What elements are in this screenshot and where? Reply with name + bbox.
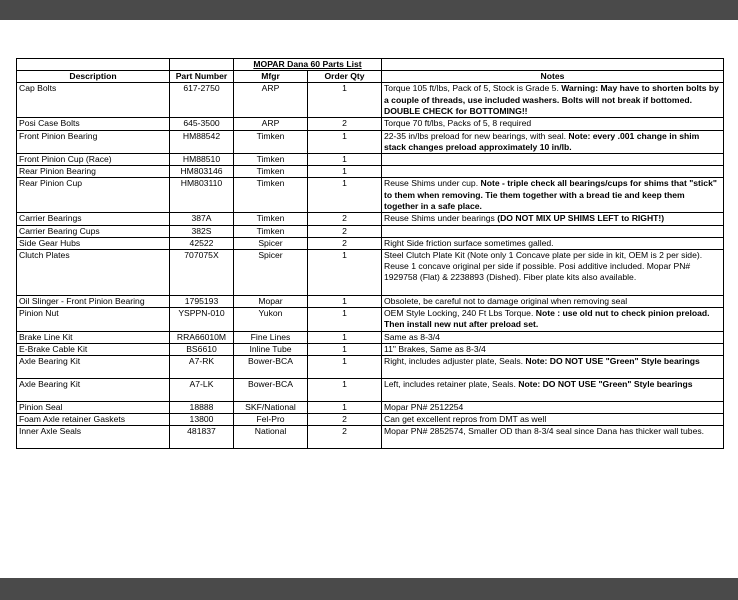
table-row: [17, 166, 724, 178]
title-row: [17, 59, 724, 71]
cell-description: Carrier Bearings: [17, 213, 170, 225]
cell-description: Pinion Nut: [17, 308, 170, 331]
table-row: [17, 213, 724, 225]
cell-notes: [382, 356, 724, 379]
table-row: [17, 225, 724, 237]
cell-order-qty: 1: [308, 331, 382, 343]
cell-notes: [382, 237, 724, 249]
cell-notes: [382, 154, 724, 166]
bottom-frame-bar: [0, 578, 738, 600]
table-row: [17, 118, 724, 130]
cell-description: Cap Bolts: [17, 83, 170, 118]
cell-mfgr: Timken: [234, 130, 308, 153]
cell-mfgr: Mopar: [234, 296, 308, 308]
note-bold-text: Note: DO NOT USE "Green" Style bearings: [518, 379, 693, 390]
note-bold-text: Note : use old nut to check pinion preload. Then install new nut after preload set.: [384, 308, 710, 330]
note-bold-text: Note: DO NOT USE "Green" Style bearings: [525, 356, 700, 367]
cell-order-qty: 1: [308, 356, 382, 379]
cell-description: Axle Bearing Kit: [17, 356, 170, 379]
cell-description: Rear Pinion Bearing: [17, 166, 170, 178]
cell-order-qty: 2: [308, 414, 382, 426]
cell-part-number: HM88542: [170, 130, 234, 153]
note-bold-text: Warning: May have to shorten bolts by a couple of threads, use included washers. Bolts will not break if bottomed. DOUBLE CHECK for BOTTOMING!!: [384, 83, 719, 116]
cell-order-qty: 1: [308, 296, 382, 308]
cell-order-qty: 1: [308, 379, 382, 402]
cell-notes: [382, 343, 724, 355]
cell-part-number: RRA66010M: [170, 331, 234, 343]
cell-description: Rear Pinion Cup: [17, 178, 170, 213]
note-text: Torque 105 ft/lbs, Pack of 5, Stock is Grade 5.: [384, 83, 562, 94]
cell-order-qty: 1: [308, 343, 382, 355]
note-text: Reuse Shims under bearings: [384, 213, 498, 224]
cell-part-number: HM803110: [170, 178, 234, 213]
cell-mfgr: Yukon: [234, 308, 308, 331]
cell-mfgr: Bower-BCA: [234, 356, 308, 379]
cell-notes: [382, 402, 724, 414]
cell-mfgr: Timken: [234, 225, 308, 237]
table-row: [17, 379, 724, 402]
cell-description: Posi Case Bolts: [17, 118, 170, 130]
cell-order-qty: 2: [308, 237, 382, 249]
cell-mfgr: Timken: [234, 213, 308, 225]
cell-mfgr: Spicer: [234, 250, 308, 296]
note-text: Right Side friction surface sometimes galled.: [384, 237, 554, 248]
note-bold-text: (DO NOT MIX UP SHIMS LEFT to RIGHT!): [497, 213, 665, 224]
note-text: OEM Style Locking, 240 Ft Lbs Torque.: [384, 308, 536, 319]
cell-mfgr: Timken: [234, 178, 308, 213]
cell-notes: [382, 130, 724, 153]
cell-mfgr: ARP: [234, 118, 308, 130]
note-text: Left, includes retainer plate, Seals.: [384, 379, 519, 390]
note-text: Right, includes adjuster plate, Seals.: [384, 356, 526, 367]
cell-description: Inner Axle Seals: [17, 426, 170, 449]
cell-notes: [382, 414, 724, 426]
cell-order-qty: 1: [308, 83, 382, 118]
cell-mfgr: National: [234, 426, 308, 449]
cell-part-number: YSPPN-010: [170, 308, 234, 331]
cell-part-number: HM88510: [170, 154, 234, 166]
cell-mfgr: Timken: [234, 166, 308, 178]
note-text: Steel Clutch Plate Kit (Note only 1 Concave plate per side in kit, OEM is 2 per side). Reuse 1 concave original per side if possible. Posi additive included. Mopar PN# 1929758 (Flat) & 2238893 (Dished). Fiber plate kits also available.: [384, 250, 703, 283]
cell-description: Brake Line Kit: [17, 331, 170, 343]
cell-notes: [382, 166, 724, 178]
cell-part-number: 707075X: [170, 250, 234, 296]
header-order-qty: Order Qty: [308, 71, 382, 83]
cell-part-number: 1795193: [170, 296, 234, 308]
cell-description: Carrier Bearing Cups: [17, 225, 170, 237]
cell-notes: [382, 118, 724, 130]
note-text: Mopar PN# 2512254: [384, 402, 464, 413]
cell-notes: [382, 426, 724, 449]
cell-part-number: HM803146: [170, 166, 234, 178]
cell-mfgr: Bower-BCA: [234, 379, 308, 402]
cell-notes: [382, 308, 724, 331]
cell-mfgr: SKF/National: [234, 402, 308, 414]
cell-description: Pinion Seal: [17, 402, 170, 414]
sheet-title: MOPAR Dana 60 Parts List: [234, 59, 382, 71]
header-mfgr: Mfgr: [234, 71, 308, 83]
cell-description: Axle Bearing Kit: [17, 379, 170, 402]
cell-mfgr: Spicer: [234, 237, 308, 249]
cell-notes: [382, 178, 724, 213]
table-row: [17, 237, 724, 249]
note-text: 22-35 in/lbs preload for new bearings, with seal.: [384, 130, 569, 141]
cell-notes: [382, 296, 724, 308]
cell-part-number: 617-2750: [170, 83, 234, 118]
cell-part-number: 481837: [170, 426, 234, 449]
cell-part-number: 645-3500: [170, 118, 234, 130]
cell-description: Front Pinion Bearing: [17, 130, 170, 153]
header-row: [17, 71, 724, 83]
cell-order-qty: 1: [308, 166, 382, 178]
table-row: [17, 250, 724, 296]
table-row: [17, 154, 724, 166]
cell-description: E-Brake Cable Kit: [17, 343, 170, 355]
cell-description: Side Gear Hubs: [17, 237, 170, 249]
table-row: [17, 331, 724, 343]
note-text: Obsolete, be careful not to damage original when removing seal: [384, 296, 628, 307]
cell-order-qty: 1: [308, 154, 382, 166]
note-text: Same as 8-3/4: [384, 331, 440, 342]
table-row: [17, 296, 724, 308]
cell-notes: [382, 83, 724, 118]
table-row: [17, 178, 724, 213]
cell-order-qty: 1: [308, 402, 382, 414]
cell-order-qty: 1: [308, 250, 382, 296]
table-row: [17, 343, 724, 355]
cell-part-number: 387A: [170, 213, 234, 225]
cell-description: Clutch Plates: [17, 250, 170, 296]
cell-part-number: BS6610: [170, 343, 234, 355]
cell-notes: [382, 225, 724, 237]
table-row: [17, 356, 724, 379]
note-text: Reuse Shims under cup.: [384, 178, 481, 189]
table-row: [17, 402, 724, 414]
note-bold-text: Note - triple check all bearings/cups for shims that "stick" to them when removing. Tie them together with a bread tie and keep them together in a safe place.: [384, 178, 717, 211]
cell-description: Oil Slinger - Front Pinion Bearing: [17, 296, 170, 308]
top-frame-bar: [0, 0, 738, 20]
header-notes: Notes: [382, 71, 724, 83]
cell-mfgr: ARP: [234, 83, 308, 118]
cell-part-number: A7-RK: [170, 356, 234, 379]
cell-description: Foam Axle retainer Gaskets: [17, 414, 170, 426]
cell-order-qty: 1: [308, 130, 382, 153]
cell-part-number: 18888: [170, 402, 234, 414]
cell-part-number: 382S: [170, 225, 234, 237]
parts-table: [16, 58, 724, 449]
note-text: 11" Brakes, Same as 8-3/4: [384, 343, 486, 354]
cell-part-number: 13800: [170, 414, 234, 426]
cell-notes: [382, 379, 724, 402]
note-text: Mopar PN# 2852574, Smaller OD than 8-3/4 seal since Dana has thicker wall tubes.: [384, 426, 705, 437]
cell-mfgr: Timken: [234, 154, 308, 166]
table-row: [17, 426, 724, 449]
cell-description: Front Pinion Cup (Race): [17, 154, 170, 166]
cell-order-qty: 2: [308, 213, 382, 225]
cell-notes: [382, 213, 724, 225]
cell-mfgr: Fine Lines: [234, 331, 308, 343]
table-row: [17, 308, 724, 331]
table-row: [17, 130, 724, 153]
cell-order-qty: 1: [308, 308, 382, 331]
table-row: [17, 83, 724, 118]
table-row: [17, 414, 724, 426]
cell-notes: [382, 331, 724, 343]
cell-order-qty: 2: [308, 118, 382, 130]
note-text: Torque 70 ft/lbs, Packs of 5, 8 required: [384, 118, 532, 129]
note-text: Can get excellent repros from DMT as well: [384, 414, 547, 425]
cell-mfgr: Inline Tube: [234, 343, 308, 355]
header-description: Description: [17, 71, 170, 83]
cell-notes: [382, 250, 724, 296]
cell-part-number: 42522: [170, 237, 234, 249]
cell-order-qty: 1: [308, 178, 382, 213]
cell-order-qty: 2: [308, 225, 382, 237]
cell-mfgr: Fel-Pro: [234, 414, 308, 426]
cell-part-number: A7-LK: [170, 379, 234, 402]
note-bold-text: Note: every .001 change in shim stack changes preload approximately 10 in/lb.: [384, 130, 700, 152]
cell-order-qty: 2: [308, 426, 382, 449]
header-part-number: Part Number: [170, 71, 234, 83]
